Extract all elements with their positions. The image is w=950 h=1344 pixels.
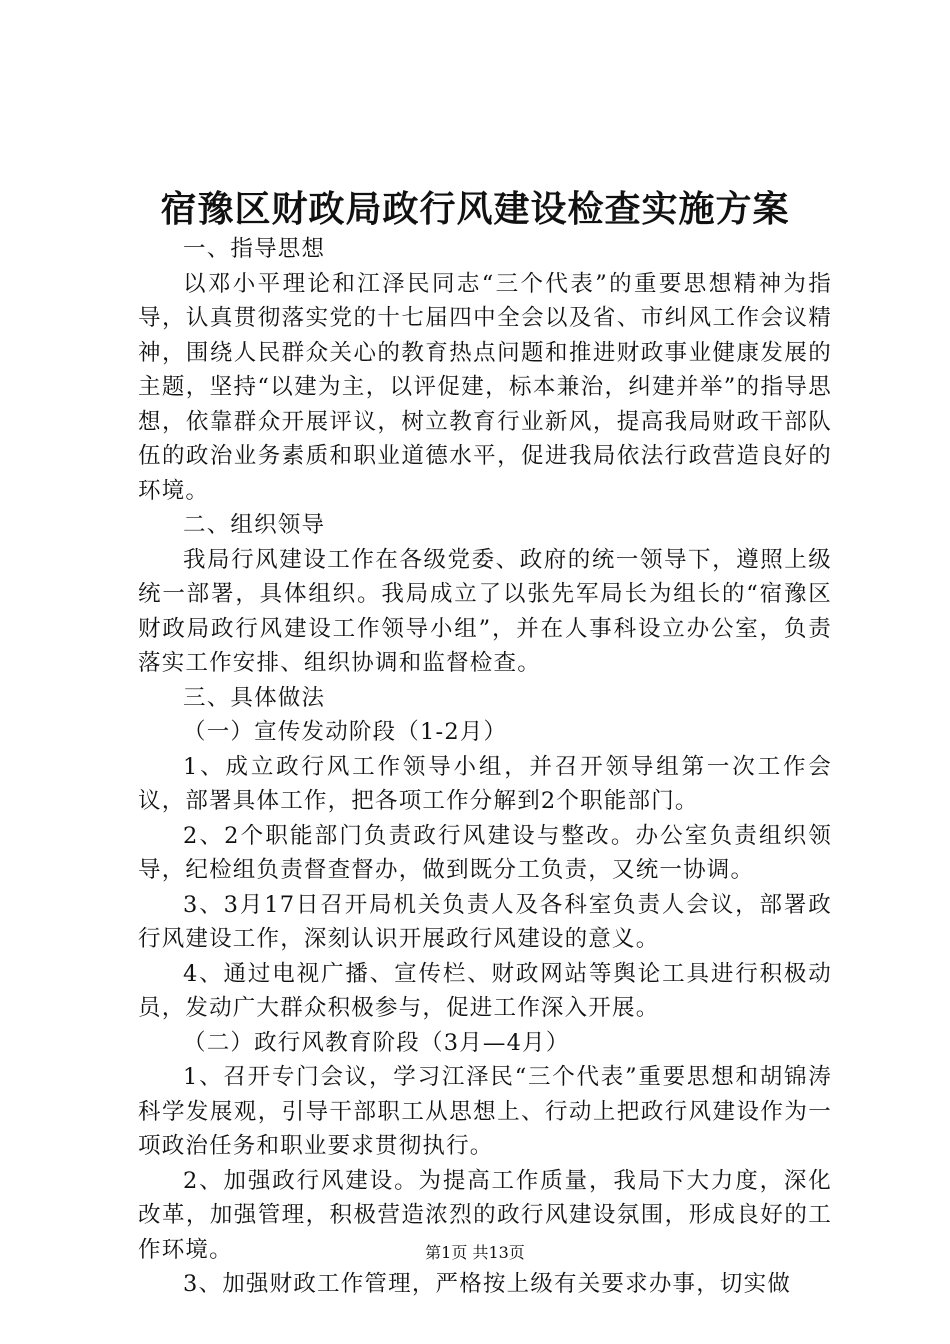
list-item: 1、成立政行风工作领导小组，并召开领导组第一次工作会议，部署具体工作，把各项工作分解到2个职能部门。 (138, 753, 832, 814)
section-heading-specific-methods: 三、具体做法 (183, 684, 326, 711)
page-number-footer: 第1页 共13页 (425, 1243, 525, 1262)
list-item: 3、3月17日召开局机关负责人及各科室负责人会议，部署政行风建设工作，深刻认识开展政行风建设的意义。 (138, 891, 832, 952)
subsection-heading-publicity-stage: （一）宣传发动阶段（1-2月） (183, 719, 508, 745)
list-item: 1、召开专门会议，学习江泽民“三个代表”重要思想和胡锦涛科学发展观，引导干部职工从思想上、行动上把政行风建设作为一项政治任务和职业要求贯彻执行。 (138, 1064, 832, 1159)
list-item: 3、加强财政工作管理，严格按上级有关要求办事，切实做 (183, 1271, 792, 1297)
section-heading-organization: 二、组织领导 (183, 512, 326, 538)
paragraph: 我局行风建设工作在各级党委、政府的统一领导下，遵照上级统一部署，具体组织。我局成立了以张先军局长为组长的“宿豫区财政局政行风建设工作领导小组”，并在人事科设立办公室，负责落实工作安排、组织协调和监督检查。 (138, 546, 832, 676)
document-body (138, 232, 832, 1302)
list-item: 2、加强政行风建设。为提高工作质量，我局下大力度，深化改革，加强管理，积极营造浓烈的政行风建设氛围，形成良好的工作环境。 (138, 1167, 832, 1263)
section-heading-guiding-ideology: 一、指导思想 (183, 236, 326, 262)
list-item: 4、通过电视广播、宣传栏、财政网站等舆论工具进行积极动员，发动广大群众积极参与，促进工作深入开展。 (138, 960, 832, 1021)
document-title: 宿豫区财政局政行风建设检查实施方案 (160, 188, 790, 230)
list-item: 2、2个职能部门负责政行风建设与整改。办公室负责组织领导，纪检组负责督查督办，做到既分工负责，又统一协调。 (138, 822, 832, 883)
subsection-heading-education-stage: （二）政行风教育阶段（3月—4月） (183, 1029, 570, 1056)
paragraph: 以邓小平理论和江泽民同志“三个代表”的重要思想精神为指导，认真贯彻落实党的十七届四中全会以及省、市纠风工作会议精神，围绕人民群众关心的教育热点问题和推进财政事业健康发展的主题，坚持“以建为主，以评促建，标本兼治，纠建并举”的指导思想，依靠群众开展评议，树立教育行业新风，提高我局财政干部队伍的政治业务素质和职业道德水平，促进我局依法行政营造良好的环境。 (138, 270, 832, 504)
